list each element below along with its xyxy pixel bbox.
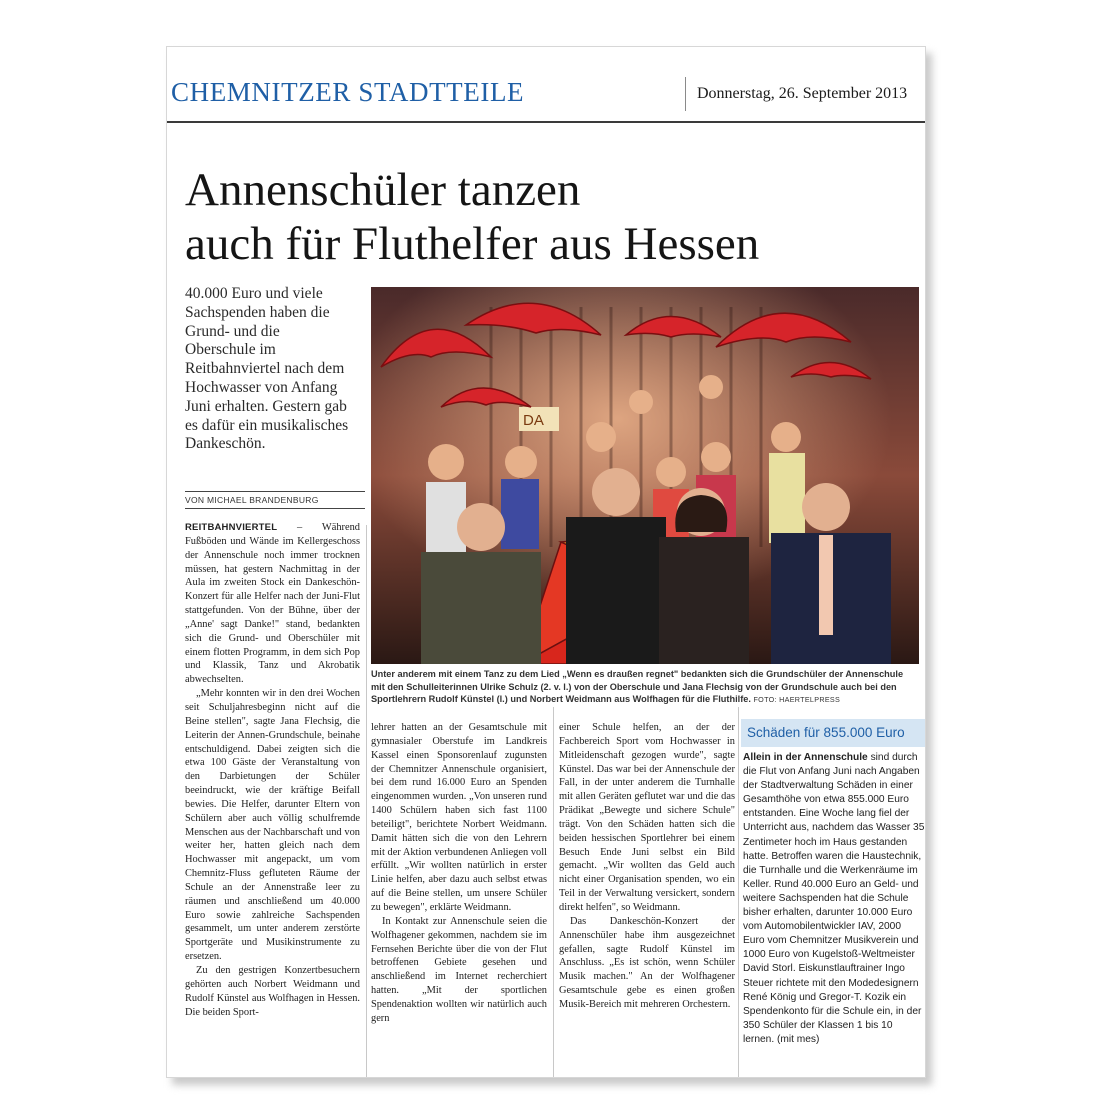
newspaper-clipping	[166, 46, 926, 1078]
headline-line-2: auch für Fluthelfer aus Hessen	[185, 218, 760, 270]
kicker: REITBAHNVIERTEL	[185, 522, 278, 533]
column-divider	[553, 707, 554, 1077]
paragraph: einer Schule helfen, an der der Fachbereich Sport vom Hochwasser in Mitleidenschaft gezogen wurde", sagte Künstel. Das war bei der Annenschule der Fall, in der unter anderem die Turnhalle mit allen Geräten geflutet war und die das Prädikat „Bewegte und sichere Schule" trägt. Von den Schäden hatten sich die beiden hessischen Sportlehrer bei einem Besuch Ende Juni selbst ein Bild gemacht. „Wir wollten das Geld auch nicht einer Organisation spenden, wo ein Teil in der Verwaltung versickert, sondern direkt helfen", so Weidmann.	[559, 722, 735, 913]
byline: VON MICHAEL BRANDENBURG	[185, 491, 365, 509]
issue-date: Donnerstag, 26. September 2013	[697, 85, 908, 102]
paragraph: Das Dankeschön-Konzert der Annenschüler habe ihm ausgezeichnet gefallen, sagte Rudolf Künstel im Anschluss. „Es ist schön, wenn Schüler Musik machen." An der Wolfhagener Gesamtschule gebe es einen großen Musik-Bereich mit mehreren Orchestern.	[559, 915, 735, 1010]
article-lead: 40.000 Euro und viele Sachspenden haben die Grund- und die Oberschule im Reitbahnviertel nach dem Hochwasser von Anfang Juni erhalten. Gestern gab es dafür ein musikalisches Dankeschön.	[185, 285, 349, 453]
stage-photo-illustration	[371, 287, 919, 664]
column-divider	[738, 707, 739, 1077]
column-divider	[366, 525, 367, 1077]
section-title: CHEMNITZER STADTTEILE	[171, 77, 525, 107]
paragraph: Zu den gestrigen Konzertbesuchern gehörten auch Norbert Weidmann und Rudolf Künstel aus Wolfhagen in Hessen. Die beiden Sport-	[185, 965, 360, 1018]
infobox-body: sind durch die Flut von Anfang Juni nach Angaben der Stadtverwaltung Schäden in einer Gesamthöhe von etwa 855.000 Euro entstanden. Eine Woche lang fiel der Unterricht aus, nachdem das Wasser 35 Zentimeter hoch im Haus gestanden hatte. Betroffen waren die Haustechnik, die Turnhalle und die Werkenräume im Keller. Rund 40.000 Euro an Geld- und weitere Sachspenden hat die Schule bisher erhalten, darunter 10.000 Euro vom Automobilentwickler IAV, 2000 Euro vom Chemnitzer Musikverein und 1000 Euro von Kugelstoß-Weltmeister David Storl. Eiskunstlauftrainer Ingo Steuer richtete mit den Modedesignern René König und Gregor-T. Kozik ein Spendenkonto für die Schule ein, in der 350 Schüler der Klassen 1 bis 10 lernen. (mit mes)	[743, 752, 925, 1045]
caption-text: Unter anderem mit einem Tanz zu dem Lied „Wenn es draußen regnet" bedankten sich die Grundschüler der Annenschule mit den Schulleiterinnen Ulrike Schulz (2. v. l.) von der Oberschule und Jana Flechsig von der Grundschule auch bei den Sportlehrern Rudolf Künstel (l.) und Norbert Weidmann aus Wolfhagen für die Fluthilfe.	[371, 669, 904, 705]
infobox-text	[743, 751, 925, 1047]
paragraph: lehrer hatten an der Gesamtschule mit gymnasialer Oberstufe im Landkreis Kassel einen Sponsorenlauf zugunsten der Chemnitzer Annenschule organisiert, bei dem rund 16.000 Euro an Spenden eingenommen wurden. „Von unseren rund 1400 Schülern haben sich fast 1100 beteiligt", berichtete Norbert Weidmann. Damit hätten sich die von den Lehrern mit der Aktion verbundenen Anliegen voll erfüllt. „Wir wollten natürlich in erster Linie helfen, aber dazu auch selbst etwas auf die Beine stellen, um unsere Schüler zu bewegen", erklärte Weidmann.	[371, 722, 547, 913]
header-rule	[167, 121, 925, 123]
photo-caption	[371, 668, 919, 707]
infobox-header	[741, 719, 925, 747]
paragraph: In Kontakt zur Annenschule seien die Wolfhagener gekommen, nachdem sie im Fernsehen Berichte über die von der Flut betroffenen Gebiete gesehen und anschließend im Internet recherchiert hatten. „Mit der sportlichen Spendenaktion wollten wir natürlich auch gern	[371, 915, 547, 1024]
infobox-title: Schäden für 855.000 Euro	[747, 725, 905, 740]
stage-sign-text: DA	[523, 412, 544, 429]
article-column-2	[371, 721, 547, 1026]
article-column-1	[185, 521, 360, 1019]
header-divider	[685, 77, 686, 111]
headline-line-1: Annenschüler tanzen	[185, 164, 581, 216]
article-column-3	[559, 721, 735, 1012]
paragraph: „Mehr konnten wir in den drei Wochen seit Schuljahresbeginn nicht auf die Beine stellen", sagte Jana Flechsig, die Leiterin der Annen-Grundschule, beinahe entschuldigend. Dabei zeigten sich die etwa 100 Gäste der Veranstaltung von den Darbietungen der Schüler beeindruckt, wie der kräftige Beifall bewies. Die Helfer, darunter Eltern von Schülern aber auch völlig schulfremde Menschen aus der Nachbarschaft und von weiter her, hatten gleich nach dem Hochwasser mit angepackt, um vom Chemnitz-Fluss gefluteten Räume der Schule an der Annenstraße leer zu räumen und anschließend um 40.000 Euro sowie zahlreiche Sachspenden gesammelt, um unter anderem zerstörte Sportgeräte und Musikinstrumente zu ersetzen.	[185, 688, 360, 963]
infobox-lead: Allein in der Annenschule	[743, 752, 868, 763]
photo-credit: FOTO: HAERTELPRESS	[753, 695, 841, 705]
paragraph: – Während Fußböden und Wände im Kellergeschoss der Annenschule noch immer trocknen müssen, hat gestern Nachmittag in der Aula im zweiten Stock ein Dankeschön-Konzert für alle Helfer nach der Juni-Flut stattgefunden. Von der Bühne, über der „Anne' sagt Danke!" stand, bedankten sich die Grund- und Oberschüler mit einem flotten Programm, in dem sich Pop und Klassik, Tanz und Akrobatik abwechselten.	[185, 522, 360, 686]
article-photo	[371, 287, 919, 664]
